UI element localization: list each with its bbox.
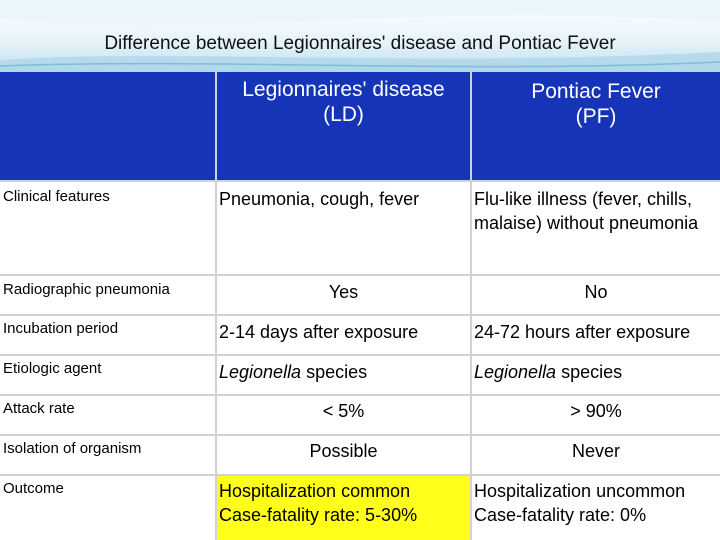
cell-clinical-pf: Flu-like illness (fever, chills, malaise) without pneumonia (472, 182, 720, 274)
cell-incubation-pf: 24-72 hours after exposure (472, 316, 720, 354)
header-pontiac-name: Pontiac Fever (531, 80, 661, 103)
row-label-outcome: Outcome (0, 476, 215, 540)
species-ld: species (301, 362, 368, 382)
cell-incubation-ld: 2-14 days after exposure (217, 316, 470, 354)
species-pf: species (556, 362, 623, 382)
outcome-ld-hospitalization: Hospitalization common (219, 481, 411, 501)
header-legionnaires-name: Legionnaires' disease (242, 78, 445, 101)
cell-attack-ld: < 5% (217, 396, 470, 434)
page-title: Difference between Legionnaires' disease and Pontiac Fever (104, 33, 616, 54)
row-label-etiologic: Etiologic agent (0, 356, 215, 394)
genus-pf: Legionella (474, 362, 557, 382)
row-label-radiographic: Radiographic pneumonia (0, 276, 215, 314)
outcome-ld-fatality: Case-fatality rate: 5-30% (219, 505, 418, 525)
cell-attack-pf: > 90% (472, 396, 720, 434)
header-legionnaires-abbr: (LD) (323, 103, 364, 126)
cell-isolation-ld: Possible (217, 436, 470, 474)
row-label-clinical: Clinical features (0, 182, 215, 274)
cell-isolation-pf: Never (472, 436, 720, 474)
title-banner (0, 0, 720, 72)
cell-radiographic-pf: No (472, 276, 720, 314)
outcome-pf-hospitalization: Hospitalization uncommon (474, 481, 686, 501)
cell-clinical-ld: Pneumonia, cough, fever (217, 182, 470, 274)
cell-outcome-ld (217, 476, 470, 540)
row-label-isolation: Isolation of organism (0, 436, 215, 474)
header-pontiac-abbr: (PF) (575, 105, 617, 128)
header-corner (0, 72, 215, 180)
outcome-pf-fatality: Case-fatality rate: 0% (474, 505, 647, 525)
cell-etiologic-ld (217, 356, 470, 394)
row-label-incubation: Incubation period (0, 316, 215, 354)
comparison-table (0, 72, 720, 540)
header-pontiac (472, 72, 720, 180)
row-label-attack: Attack rate (0, 396, 215, 434)
header-legionnaires (217, 72, 470, 180)
cell-outcome-pf (472, 476, 720, 540)
cell-radiographic-ld: Yes (217, 276, 470, 314)
genus-ld: Legionella (219, 362, 302, 382)
cell-etiologic-pf (472, 356, 720, 394)
